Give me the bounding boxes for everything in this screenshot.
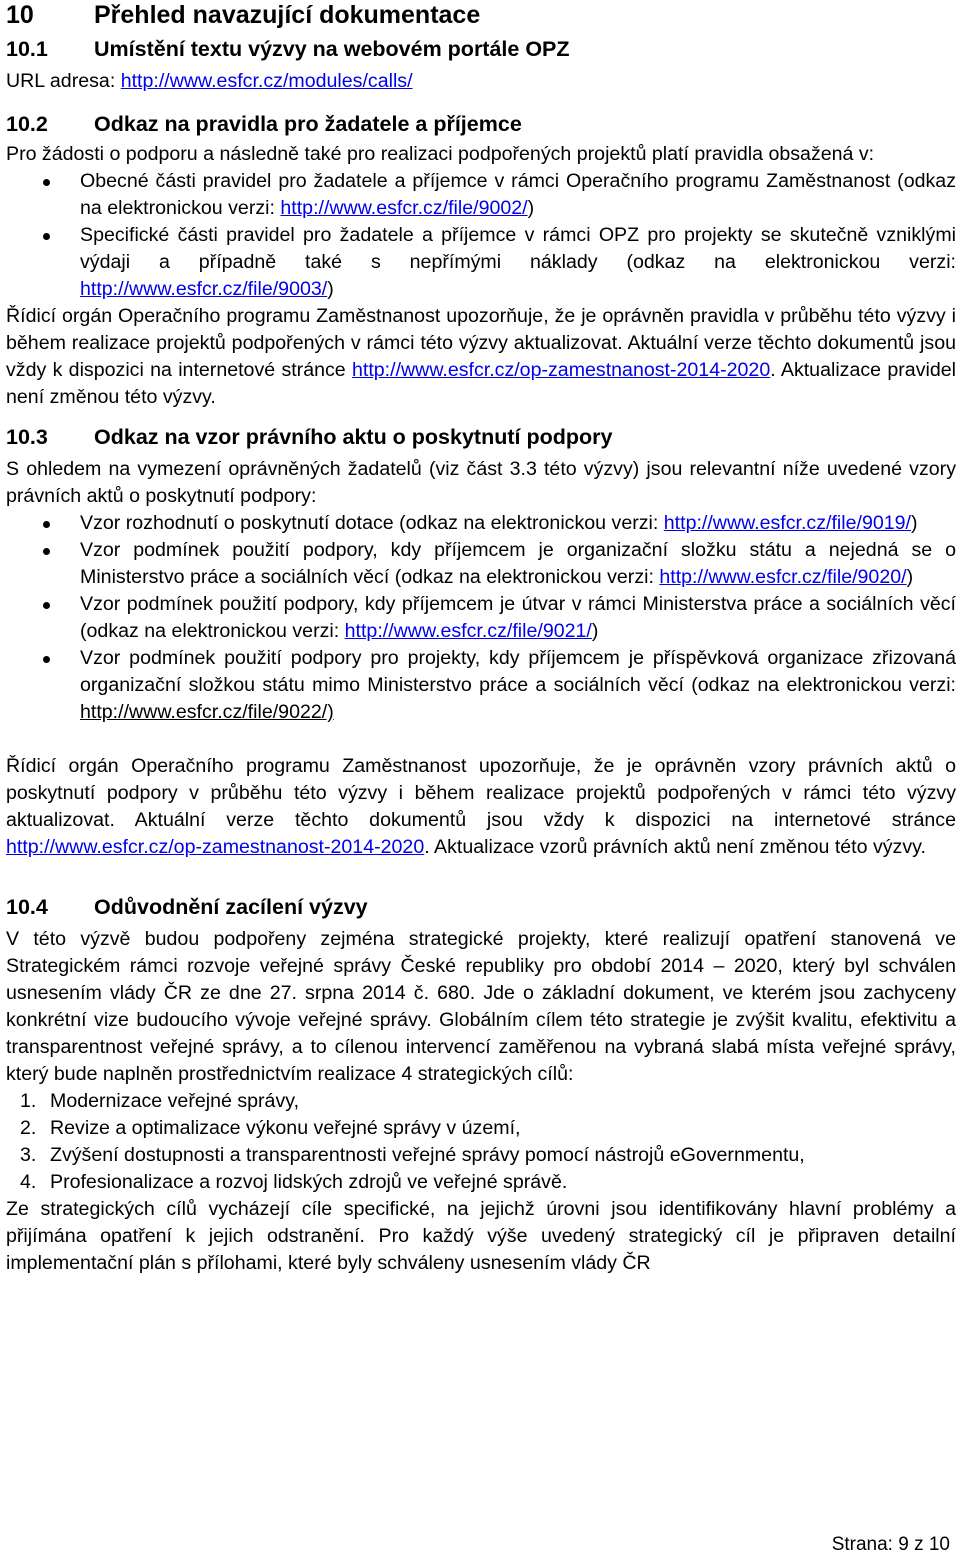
list-item-text: Vzor podmínek použití podpory, kdy příjemcem je útvar v rámci Ministerstva práce a sociálních věcí (odkaz na elektronickou verzi: [80,593,956,642]
template-9019-link[interactable]: http://www.esfcr.cz/file/9019/ [663,512,911,534]
heading-title: Odůvodnění zacílení výzvy [94,895,368,919]
list-item [6,1142,956,1169]
bullet-icon [43,548,50,555]
heading-number: 10.2 [6,112,48,136]
list-item [6,1169,956,1196]
list-item [6,1088,956,1115]
list-item-text: Obecné části pravidel pro žadatele a příjemce v rámci Operačního programu Zaměstnanost (odkaz na elektronickou verzi: [80,170,956,219]
heading-title: Přehled navazující dokumentace [94,1,481,29]
goal-text: Revize a optimalizace výkonu veřejné správy v území, [50,1117,521,1139]
heading-section-10-3 [6,422,956,452]
list-item-text: Vzor podmínek použití podpory, kdy příjemcem je organizační složku státu a nejedná se o Ministerstvo práce a sociálních věcí (odkaz na elektronickou verzi: [80,539,956,588]
note-text: Řídicí orgán Operačního programu Zaměstnanost upozorňuje, že je oprávněn vzory právních aktů o poskytnutí podpory v průběhu této výzvy i během realizace projektů podpořených v rámci této výzvy aktualizovat. Aktuální verze těchto dokumentů jsou vždy k dispozici na internetové stránce [6,755,956,831]
legal-act-note [6,753,956,861]
page-number: Strana: 9 z 10 [831,1534,950,1555]
list-item-suffix: ) [906,566,914,588]
bullet-icon [43,656,50,663]
document-page [6,0,956,1277]
list-item [6,168,956,222]
rules-general-link[interactable]: http://www.esfcr.cz/file/9002/ [280,197,528,219]
calls-url-link[interactable]: http://www.esfcr.cz/modules/calls/ [120,70,413,92]
strategic-goals-list [6,1088,956,1196]
heading-section-10 [6,0,956,34]
heading-number: 10 [6,1,34,29]
rules-intro: Pro žádosti o podporu a následně také pro realizaci podpořených projektů platí pravidla obsažená v: [6,143,875,165]
url-paragraph [6,68,956,95]
goal-number: 4. [20,1171,37,1193]
heading-title: Odkaz na pravidla pro žadatele a příjemce [94,112,522,136]
list-item-suffix: ) [911,512,918,534]
goal-text: Profesionalizace a rozvoj lidských zdrojů ve veřejné správě. [50,1171,568,1193]
heading-section-10-4 [6,892,956,922]
template-9022-link[interactable]: http://www.esfcr.cz/file/9022/) [80,701,334,723]
list-item [6,510,956,537]
list-item-text: Vzor rozhodnutí o poskytnutí dotace (odkaz na elektronickou verzi: [80,512,664,534]
list-item-suffix: ) [591,620,599,642]
template-9020-link[interactable]: http://www.esfcr.cz/file/9020/ [659,566,907,588]
list-item-suffix: ) [527,197,535,219]
heading-title: Odkaz na vzor právního aktu o poskytnutí podpory [94,425,613,449]
opz-website-link-2[interactable]: http://www.esfcr.cz/op-zamestnanost-2014-2020 [6,836,425,858]
heading-title: Umístění textu výzvy na webovém portále OPZ [94,37,570,61]
heading-section-10-1 [6,34,956,64]
heading-number: 10.3 [6,425,48,449]
list-item [6,537,956,591]
goal-number: 3. [20,1144,37,1166]
list-item [6,222,956,303]
legal-act-intro: S ohledem na vymezení oprávněných žadatelů (viz část 3.3 této výzvy) jsou relevantní níže uvedené vzory právních aktů o poskytnutí podpory: [6,458,956,507]
heading-section-10-2 [6,109,956,139]
note-text: Řídicí orgán Operačního programu Zaměstnanost upozorňuje, že je oprávněn pravidla v průběhu této výzvy i během realizace projektů podpořených v rámci této výzvy aktualizovat. Aktuální verze těchto dokumentů jsou vždy k dispozici na internetové stránce [6,305,956,381]
bullet-icon [43,233,50,240]
heading-number: 10.1 [6,37,48,61]
bullet-icon [43,179,50,186]
opz-website-link[interactable]: http://www.esfcr.cz/op-zamestnanost-2014-2020 [352,359,771,381]
legal-act-list [6,510,956,726]
list-item [6,645,956,726]
targeting-paragraph: V této výzvě budou podpořeny zejména strategické projekty, které realizují opatření stanovená ve Strategickém rámci rozvoje veřejné správy České republiky pro období 2014 – 2020, který byl schválen usnesením vlády ČR ze dne 27. srpna 2014 č. 680. Jde o základní dokument, ve kterém jsou zachyceny konkrétní vize budoucího vývoje veřejné správy. Globálním cílem této strategie je zvýšit kvalitu, efektivitu a transparentnost veřejné správy, a to cílenou intervencí zaměřenou na vybraná slabá místa veřejné správy, který bude naplněn prostřednictvím realizace 4 strategických cílů: [6,928,956,1085]
rules-note [6,303,956,411]
goal-text: Modernizace veřejné správy, [50,1090,300,1112]
list-item-text: Vzor podmínek použití podpory pro projekty, kdy příjemcem je příspěvková organizace zřizovaná organizační složkou státu mimo Ministerstvo práce a sociálních věcí (odkaz na elektronickou verzi: [80,647,956,696]
bullet-icon [43,521,50,528]
template-9021-link[interactable]: http://www.esfcr.cz/file/9021/ [344,620,592,642]
note-text-end: . Aktualizace vzorů právních aktů není změnou této výzvy. [424,836,926,858]
list-item-text: Specifické části pravidel pro žadatele a příjemce v rámci OPZ pro projekty se skutečně vzniklými výdaji a případně také s nepřímými náklady (odkaz na elektronickou verzi: [80,224,956,273]
heading-number: 10.4 [6,895,48,919]
specific-goals-paragraph: Ze strategických cílů vycházejí cíle specifické, na jejichž úrovni jsou identifikovány hlavní problémy a přijímána opatření k jejich odstranění. Pro každý výše uvedený strategický cíl je připraven detailní implementační plán s přílohami, které byly schváleny usnesením vlády ČR [6,1198,956,1274]
note-text-end: . Aktualizace pravidel není změnou této výzvy. [6,359,956,408]
list-item [6,591,956,645]
rules-specific-link[interactable]: http://www.esfcr.cz/file/9003/ [80,278,328,300]
list-item-suffix: ) [327,278,334,300]
list-item [6,1115,956,1142]
url-label: URL adresa: [6,70,121,92]
bullet-icon [43,602,50,609]
goal-number: 1. [20,1090,37,1112]
goal-number: 2. [20,1117,37,1139]
rules-list [6,168,956,303]
goal-text: Zvýšení dostupnosti a transparentnosti veřejné správy pomocí nástrojů eGovernmentu, [50,1144,805,1166]
